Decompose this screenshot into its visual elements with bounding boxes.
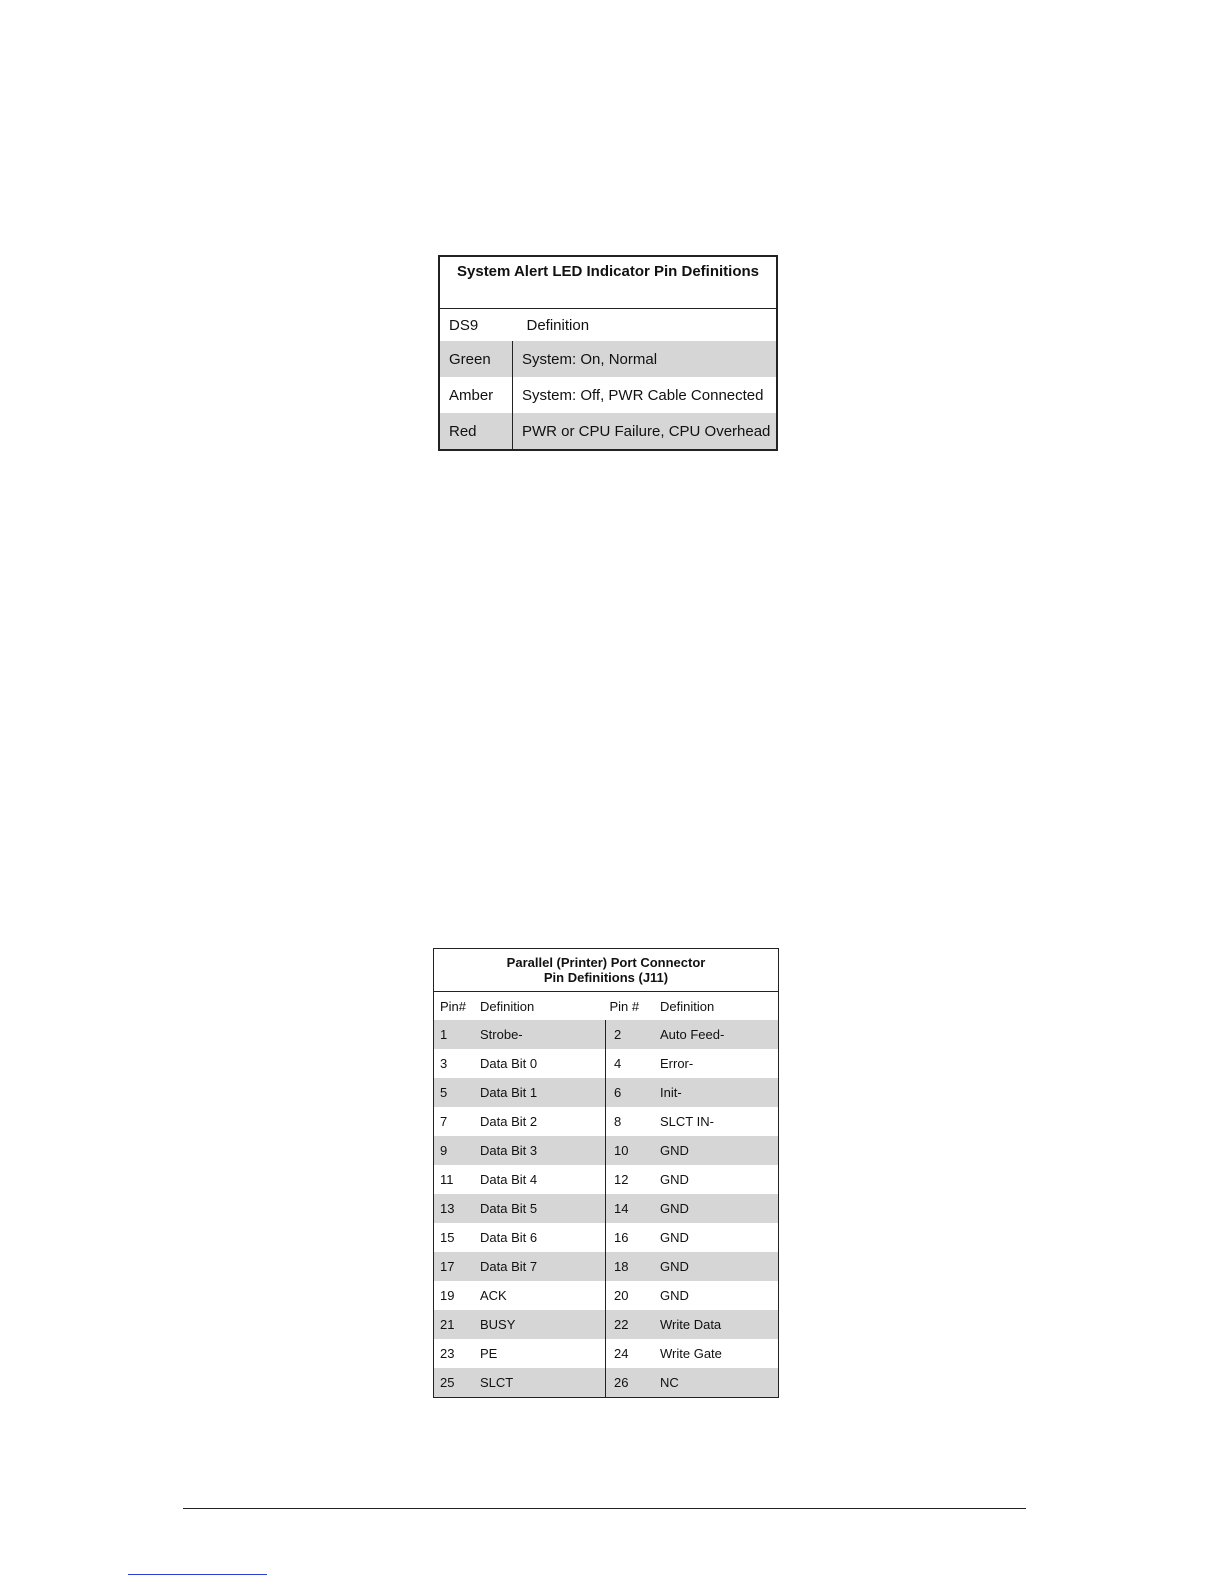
pin-number-cell: 3 (440, 1056, 448, 1071)
pin-definition-cell: SLCT IN- (660, 1114, 714, 1129)
pin-number-cell: 22 (606, 1310, 660, 1339)
pin-definition-cell: Auto Feed- (659, 1020, 779, 1049)
pin-definition-cell: Write Data (659, 1310, 779, 1339)
pin-number-cell: 13 (434, 1194, 480, 1223)
header-definition-right: Definition (660, 998, 715, 1014)
pin-number-cell: 7 (440, 1114, 448, 1129)
pin-definition-cell: GND (659, 1136, 779, 1165)
pin-number-cell: 26 (606, 1368, 660, 1398)
pin-definition-cell: ACK (480, 1288, 507, 1303)
pin-definition-cell: Error- (660, 1056, 694, 1071)
led-table-row (439, 377, 777, 413)
pin-definition-cell: Data Bit 2 (480, 1114, 538, 1129)
led-color-cell: Green (439, 341, 513, 377)
pin-definition-cell: GND (659, 1194, 779, 1223)
pin-number-cell: 4 (606, 1049, 660, 1078)
pin-definition-cell: Strobe- (479, 1020, 606, 1049)
pin-definition-cell: Data Bit 3 (479, 1136, 606, 1165)
pin-definition-cell: GND (660, 1230, 689, 1245)
pin-number-cell: 2 (606, 1020, 660, 1049)
table-row (434, 1281, 779, 1310)
led-header-definition: Definition (526, 316, 590, 334)
pin-number-cell: 20 (606, 1281, 660, 1310)
pin-definition-cell: SLCT (479, 1368, 606, 1398)
pin-number-cell: 25 (434, 1368, 480, 1398)
header-pin-left: Pin# (440, 998, 467, 1014)
pin-definition-cell: NC (659, 1368, 779, 1398)
pin-definition-cell: GND (660, 1288, 689, 1303)
pin-number-cell: 9 (434, 1136, 480, 1165)
parallel-table-title (434, 949, 779, 992)
led-table-row (439, 413, 777, 450)
led-header-ds9: DS9 (449, 316, 479, 334)
pin-number-cell: 12 (606, 1165, 660, 1194)
led-table-row (439, 341, 777, 377)
pin-definition-cell: Data Bit 1 (479, 1078, 606, 1107)
table-row (434, 1252, 779, 1281)
led-color-cell: Red (439, 413, 513, 450)
parallel-table-body (434, 1020, 779, 1398)
pin-definition-cell: Data Bit 5 (479, 1194, 606, 1223)
pin-number-cell: 8 (606, 1107, 660, 1136)
footer-link-underline (128, 1574, 267, 1575)
footer-divider (183, 1508, 1026, 1509)
pin-number-cell: 15 (440, 1230, 455, 1245)
table-row (434, 1310, 779, 1339)
table-row (434, 1107, 779, 1136)
pin-definition-cell: GND (659, 1252, 779, 1281)
pin-number-cell: 14 (606, 1194, 660, 1223)
header-definition-left: Definition (480, 998, 535, 1014)
pin-definition-cell: Data Bit 6 (480, 1230, 538, 1245)
pin-number-cell: 5 (434, 1078, 480, 1107)
pin-definition-cell: Init- (659, 1078, 779, 1107)
table-row (434, 1136, 779, 1165)
pin-definition-cell: Data Bit 7 (479, 1252, 606, 1281)
table-row (434, 1368, 779, 1398)
led-table-header-row (439, 309, 777, 342)
parallel-table-title-line2: Pin Definitions (J11) (543, 970, 669, 985)
table-row (434, 1049, 779, 1078)
table-row (434, 1339, 779, 1368)
pin-number-cell: 17 (434, 1252, 480, 1281)
parallel-port-pin-definitions-table (433, 948, 779, 1398)
led-definition-cell: PWR or CPU Failure, CPU Overhead (513, 413, 778, 450)
table-row (434, 1223, 779, 1252)
pin-number-cell: 18 (606, 1252, 660, 1281)
led-definition-cell: System: Off, PWR Cable Connected (522, 386, 764, 404)
led-pin-definitions-table (438, 255, 778, 451)
pin-number-cell: 1 (434, 1020, 480, 1049)
pin-number-cell: 11 (440, 1172, 454, 1187)
pin-definition-cell: PE (480, 1346, 498, 1361)
pin-number-cell: 23 (440, 1346, 455, 1361)
table-row (434, 1165, 779, 1194)
pin-number-cell: 10 (606, 1136, 660, 1165)
header-pin-right: Pin # (609, 998, 640, 1014)
pin-number-cell: 16 (606, 1223, 660, 1252)
pin-number-cell: 21 (434, 1310, 480, 1339)
led-table-title-row (439, 256, 777, 309)
pin-definition-cell: GND (660, 1172, 689, 1187)
pin-number-cell: 6 (606, 1078, 660, 1107)
pin-number-cell: 24 (606, 1339, 660, 1368)
parallel-table-title-row (434, 949, 779, 992)
pin-definition-cell: Write Gate (660, 1346, 722, 1361)
led-table-title: System Alert LED Indicator Pin Definitions (439, 256, 777, 309)
pin-definition-cell: Data Bit 4 (480, 1172, 538, 1187)
led-definition-cell: System: On, Normal (513, 341, 778, 377)
parallel-table-title-line1: Parallel (Printer) Port Connector (506, 955, 706, 970)
table-row (434, 1020, 779, 1049)
pin-number-cell: 19 (440, 1288, 455, 1303)
pin-definition-cell: BUSY (479, 1310, 606, 1339)
parallel-table-header-row (434, 992, 779, 1021)
pin-definition-cell: Data Bit 0 (480, 1056, 538, 1071)
table-row (434, 1078, 779, 1107)
table-row (434, 1194, 779, 1223)
led-color-cell: Amber (439, 377, 513, 413)
